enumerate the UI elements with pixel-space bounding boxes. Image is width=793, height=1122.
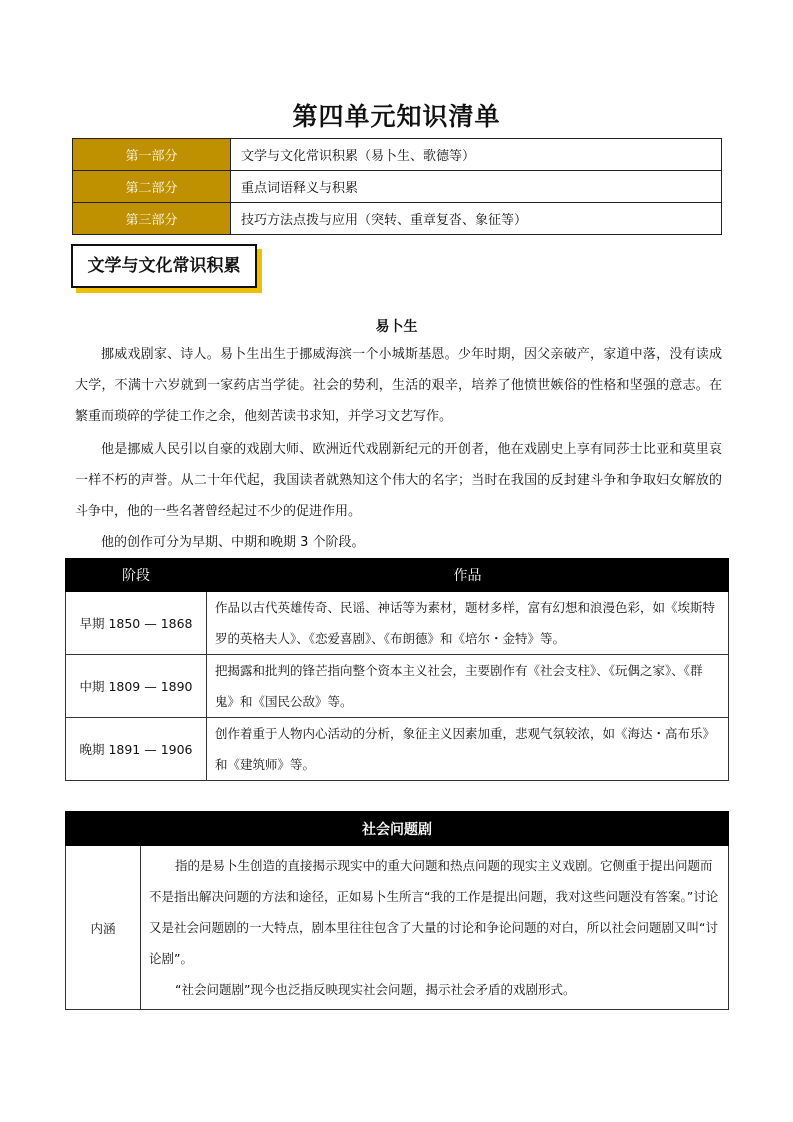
part-content: 重点词语释义与积累 — [231, 171, 722, 203]
works-cell: 作品以古代英雄传奇、民谣、神话等为素材，题材多样，富有幻想和浪漫色彩，如《埃斯特罗的英格夫人》、《恋爱喜剧》、《布朗德》和《培尔・金特》等。 — [207, 592, 729, 655]
parts-row — [73, 139, 722, 171]
table-header-row — [66, 559, 729, 592]
stage-cell: 中期 1809 — 1890 — [66, 655, 207, 718]
paragraph-intro: 挪威戏剧家、诗人。易卜生出生于挪威海滨一个小城斯基恩。少年时期，因父亲破产，家道中落，没有读成大学，不满十六岁就到一家药店当学徒。社会的势利，生活的艰辛，培养了他愤世嫉俗的性格和坚强的意志。在繁重而琐碎的学徒工作之余，他刻苦读书求知，并学习文艺写作。 — [75, 347, 722, 424]
table-row — [66, 846, 729, 1010]
part-content: 技巧方法点拨与应用（突转、重章复沓、象征等） — [231, 203, 722, 235]
parts-row — [73, 171, 722, 203]
connotation-paragraph: 指的是易卜生创造的直接揭示现实中的重大问题和热点问题的现实主义戏剧。它侧重于提出问题而不是指出解决问题的方法和途径，正如易卜生所言“我的工作是提出问题，我对这些问题没有答案。”讨论又是社会问题剧的一大特点，剧本里往往包含了大量的讨论和争论问题的对白，所以社会问题剧又叫“讨论剧”。 — [149, 858, 719, 966]
connotation-paragraph: “社会问题剧”现今也泛指反映现实社会问题，揭示社会矛盾的戏剧形式。 — [175, 982, 576, 997]
social-problem-table — [65, 811, 729, 1010]
paragraph-reputation: 他是挪威人民引以自豪的戏剧大师、欧洲近代戏剧新纪元的开创者，他在戏剧史上享有同莎士比亚和莫里哀一样不朽的声誉。从二十年代起，我国读者就熟知这个伟大的名字；当时在我国的反封建斗争和争取妇女解放的斗争中，他的一些名著曾经起过不少的促进作用。 — [75, 442, 722, 519]
table-row — [66, 718, 729, 781]
part-content: 文学与文化常识积累（易卜生、歌德等） — [231, 139, 722, 171]
section-title: 易卜生 — [375, 319, 418, 335]
column-header-works: 作品 — [207, 559, 729, 592]
works-cell: 创作着重于人物内心活动的分析，象征主义因素加重，悲观气氛较浓，如《海达・高布乐》和《建筑师》等。 — [207, 718, 729, 781]
parts-table — [72, 138, 722, 235]
table-row — [66, 655, 729, 718]
paragraph-stages: 他的创作可分为早期、中期和晚期 3 个阶段。 — [101, 535, 365, 550]
page-title: 第四单元知识清单 — [292, 102, 501, 131]
works-cell: 把揭露和批判的锋芒指向整个资本主义社会，主要剧作有《社会支柱》、《玩偶之家》、《群鬼》和《国民公敌》等。 — [207, 655, 729, 718]
table-header-row — [66, 812, 729, 846]
stage-cell: 晚期 1891 — 1906 — [66, 718, 207, 781]
social-problem-header: 社会问题剧 — [66, 812, 729, 846]
part-label: 第一部分 — [73, 139, 231, 171]
parts-row — [73, 203, 722, 235]
connotation-label: 内涵 — [66, 846, 141, 1010]
section-banner: 文学与文化常识积累 — [71, 244, 257, 288]
part-label: 第二部分 — [73, 171, 231, 203]
stage-table — [65, 558, 729, 781]
connotation-content — [141, 846, 729, 1010]
column-header-stage: 阶段 — [66, 559, 207, 592]
table-row — [66, 592, 729, 655]
part-label: 第三部分 — [73, 203, 231, 235]
stage-cell: 早期 1850 — 1868 — [66, 592, 207, 655]
